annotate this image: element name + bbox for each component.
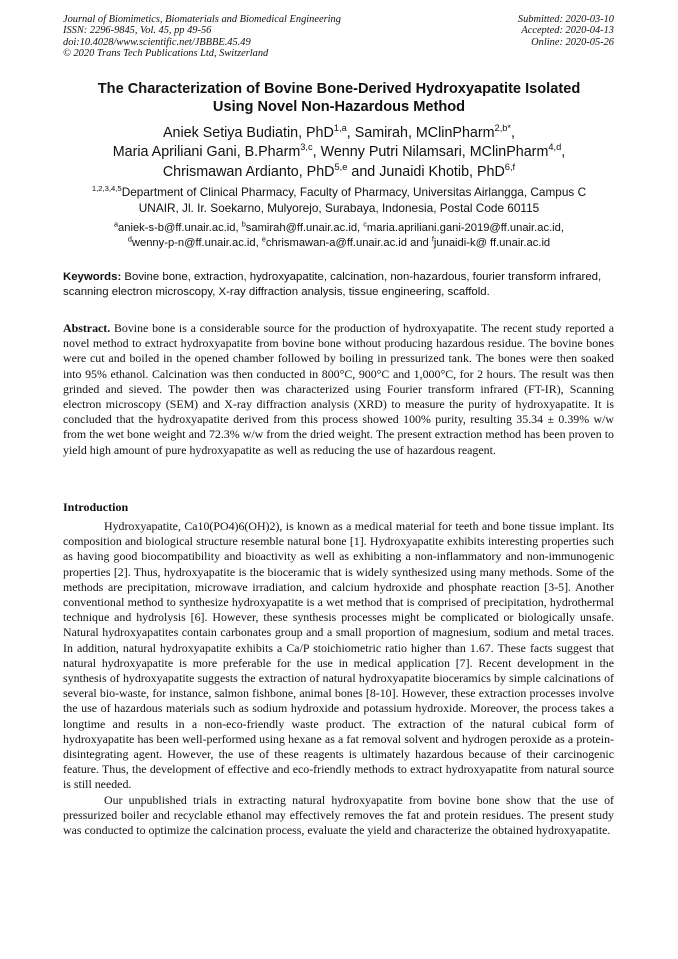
author-sup: 4,d [548, 142, 562, 153]
keywords-block [63, 270, 614, 300]
email-sup: c [363, 219, 367, 229]
online-date: Online: 2020-05-26 [531, 36, 614, 48]
introduction-heading: Introduction [63, 500, 129, 514]
author-sup: 5,e [334, 161, 348, 172]
journal-name: Journal of Biomimetics, Biomaterials and Biomedical Engineering [63, 14, 341, 25]
email-sup: f [431, 233, 434, 243]
email-line-2 [55, 233, 623, 251]
doi-line: doi:10.4028/www.scientific.net/JBBBE.45.49 [63, 36, 251, 48]
author-name: Wenny Putri Nilamsari, MClinPharm [320, 144, 549, 161]
issn-line: ISSN: 2296-9845, Vol. 45, pp 49-56 [63, 25, 212, 37]
email-list [55, 221, 623, 250]
affiliation-text: Department of Clinical Pharmacy, Faculty of Pharmacy, Universitas Airlangga, Campus C [121, 185, 587, 199]
author-sup: 6,f [504, 161, 516, 172]
paper-title [60, 80, 618, 116]
author-name: Samirah, MClinPharm [354, 125, 495, 141]
affiliation-line-1 [60, 184, 618, 200]
author-line-3 [40, 163, 638, 182]
author-sep: , [511, 125, 516, 141]
title-line-1: The Characterization of Bovine Bone-Derived Hydroxyapatite Isolated [97, 81, 581, 97]
author-list [40, 124, 638, 182]
author-name: Aniek Setiya Budiatin, PhD [162, 125, 334, 141]
submitted-date: Submitted: 2020-03-10 [517, 14, 614, 25]
author-line-2 [40, 143, 638, 162]
introduction-paragraph-1: Hydroxyapatite, Ca10(PO4)6(OH)2), is known as a medical material for teeth and bone tissue implant. Its composition and biological structure resemble natural bone [1]. Hydroxyapatite exhibits interesting properties such as having good biocompatibility and bioactivity as well as exhibiting a non-inflammatory and non-immunogenic properties [2]. Thus, hydroxyapatite is the bioceramic that is widely synthesized using many methods. Some of the methods are precipitation, microwave irradiation, and calcium hydroxide and phosphate reaction [3-5]. Another conventional method to synthesize hydroxyapatite is a wet method that is comprised of precipitation, hydrothermal technique and hydrolysis [6]. However, these synthesis processes might be complicated or biologically unsafe. Natural hydroxyapatites contain carbonates group and a small proportion of magnesium, sodium and metal traces. In addition, natural hydroxyapatite exhibits a Ca/P stoichiometric ratio higher than 1.67. These facts suggest that natural hydroxyapatite is more preferable for the use in medical application [7]. Recent development in the synthesis of hydroxyapatite suggests the extraction of natural hydroxyapatite bioceramics by simple calcinations of several bio-waste, for instance, salmon fishbone, animal bones [8-10]. However, these extraction processes involve the use of hazardous materials such as sodium hydroxide and potassium hydroxide. Moreover, the process takes a longtime and results in a non-eco-friendly waste product. The extraction of the natural cubical form of hydroxyapatite has been well-performed using hexane as a fat removal solvent and hydrogen peroxide as a protein-disintegrating agent. However, the use of these reagents is ultimately hazardous because of their carcinogenic feature. Thus, the development of effective and eco-friendly methods to extract hydroxyapatite from natural source is still needed. [63, 519, 614, 792]
author-name: Maria Apriliani Gani, B.Pharm [112, 144, 301, 161]
email-sup: a [113, 219, 119, 229]
affiliation [60, 184, 618, 216]
publication-dates [414, 14, 614, 48]
keywords-text: Bovine bone, extraction, hydroxyapatite, calcination, non-hazardous, fourier transform infrared, scanning electron microscopy, X-ray diffraction analysis, tissue engineering, scaffold. [63, 271, 602, 298]
email-link[interactable]: wenny-p-n@ff.unair.ac.id, [131, 236, 262, 249]
author-sup: 1,a [333, 123, 347, 134]
title-line-2: Using Novel Non-Hazardous Method [212, 99, 466, 115]
email-link[interactable]: samirah@ff.unair.ac.id, [245, 222, 364, 234]
author-name: Junaidi Khotib, PhD [379, 163, 505, 180]
email-link[interactable]: maria.apriliani.gani-2019@ff.unair.ac.id, [366, 222, 565, 234]
email-sup: d [127, 233, 132, 243]
affiliation-sup: 1,2,3,4,5 [91, 184, 122, 194]
author-line-1 [40, 124, 638, 143]
introduction-body [63, 519, 614, 838]
email-sup: e [261, 233, 266, 243]
author-sep: , [561, 144, 566, 161]
author-sep: , [312, 144, 321, 161]
abstract-text: Bovine bone is a considerable source for the production of hydroxyapatite. The recent study reported a novel method to extract hydroxyapatite from bovine bone without producing hazardous residue. The bovine bones were cut and boiled in the opened chamber followed by boiling in pressurized tank. The bones were then soaked into 95% ethanol. Calcination was then conducted in 800°C, 900°C and 1,000°C, for 2 hours. The result was then grinded and sieved. The powder then was characterized using Fourier transform infrared (FT-IR), Scanning electron microscopy (SEM) and X-ray diffraction analysis (XRD) to measure the purity of hydroxyapatite. It is concluded that the hydroxyapatite derived from this process showed 100% purity, resulting 35.34 ± 0.39% w/w from the wet bone weight and 72.3% w/w from the dried weight. The present extraction method has been proven to yield high amount of pure hydroxyapatite as well as reducing the use of hazardous reagent. [63, 321, 614, 457]
author-sup: 2,b* [494, 123, 512, 134]
author-name: Chrismawan Ardianto, PhD [162, 163, 335, 180]
keywords-label: Keywords: [63, 271, 122, 283]
author-sep: , [346, 125, 355, 141]
copyright-line: © 2020 Trans Tech Publications Ltd, Switzerland [63, 48, 269, 60]
journal-info [63, 14, 423, 60]
affiliation-line-2: UNAIR, Jl. Ir. Soekarno, Mulyorejo, Surabaya, Indonesia, Postal Code 60115 [138, 201, 540, 215]
email-line-1 [55, 221, 623, 236]
abstract-label: Abstract. [63, 321, 111, 335]
abstract-block [63, 321, 614, 458]
author-sup: 3,c [300, 142, 313, 153]
email-link[interactable]: chrismawan-a@ff.unair.ac.id and [265, 236, 432, 249]
email-link[interactable]: junaidi-k@ ff.unair.ac.id [433, 236, 551, 249]
introduction-paragraph-2: Our unpublished trials in extracting natural hydroxyapatite from bovine bone show that the use of pressurized boiler and recyclable ethanol may effectively removes the fat and protein residues. The present study was conducted to optimize the calcination process, evaluate the yield and characterize the obtained hydroxyapatite. [63, 792, 614, 838]
email-sup: b [241, 219, 246, 229]
author-sep: and [347, 163, 380, 180]
accepted-date: Accepted: 2020-04-13 [521, 25, 614, 37]
email-link[interactable]: aniek-s-b@ff.unair.ac.id, [118, 222, 242, 234]
